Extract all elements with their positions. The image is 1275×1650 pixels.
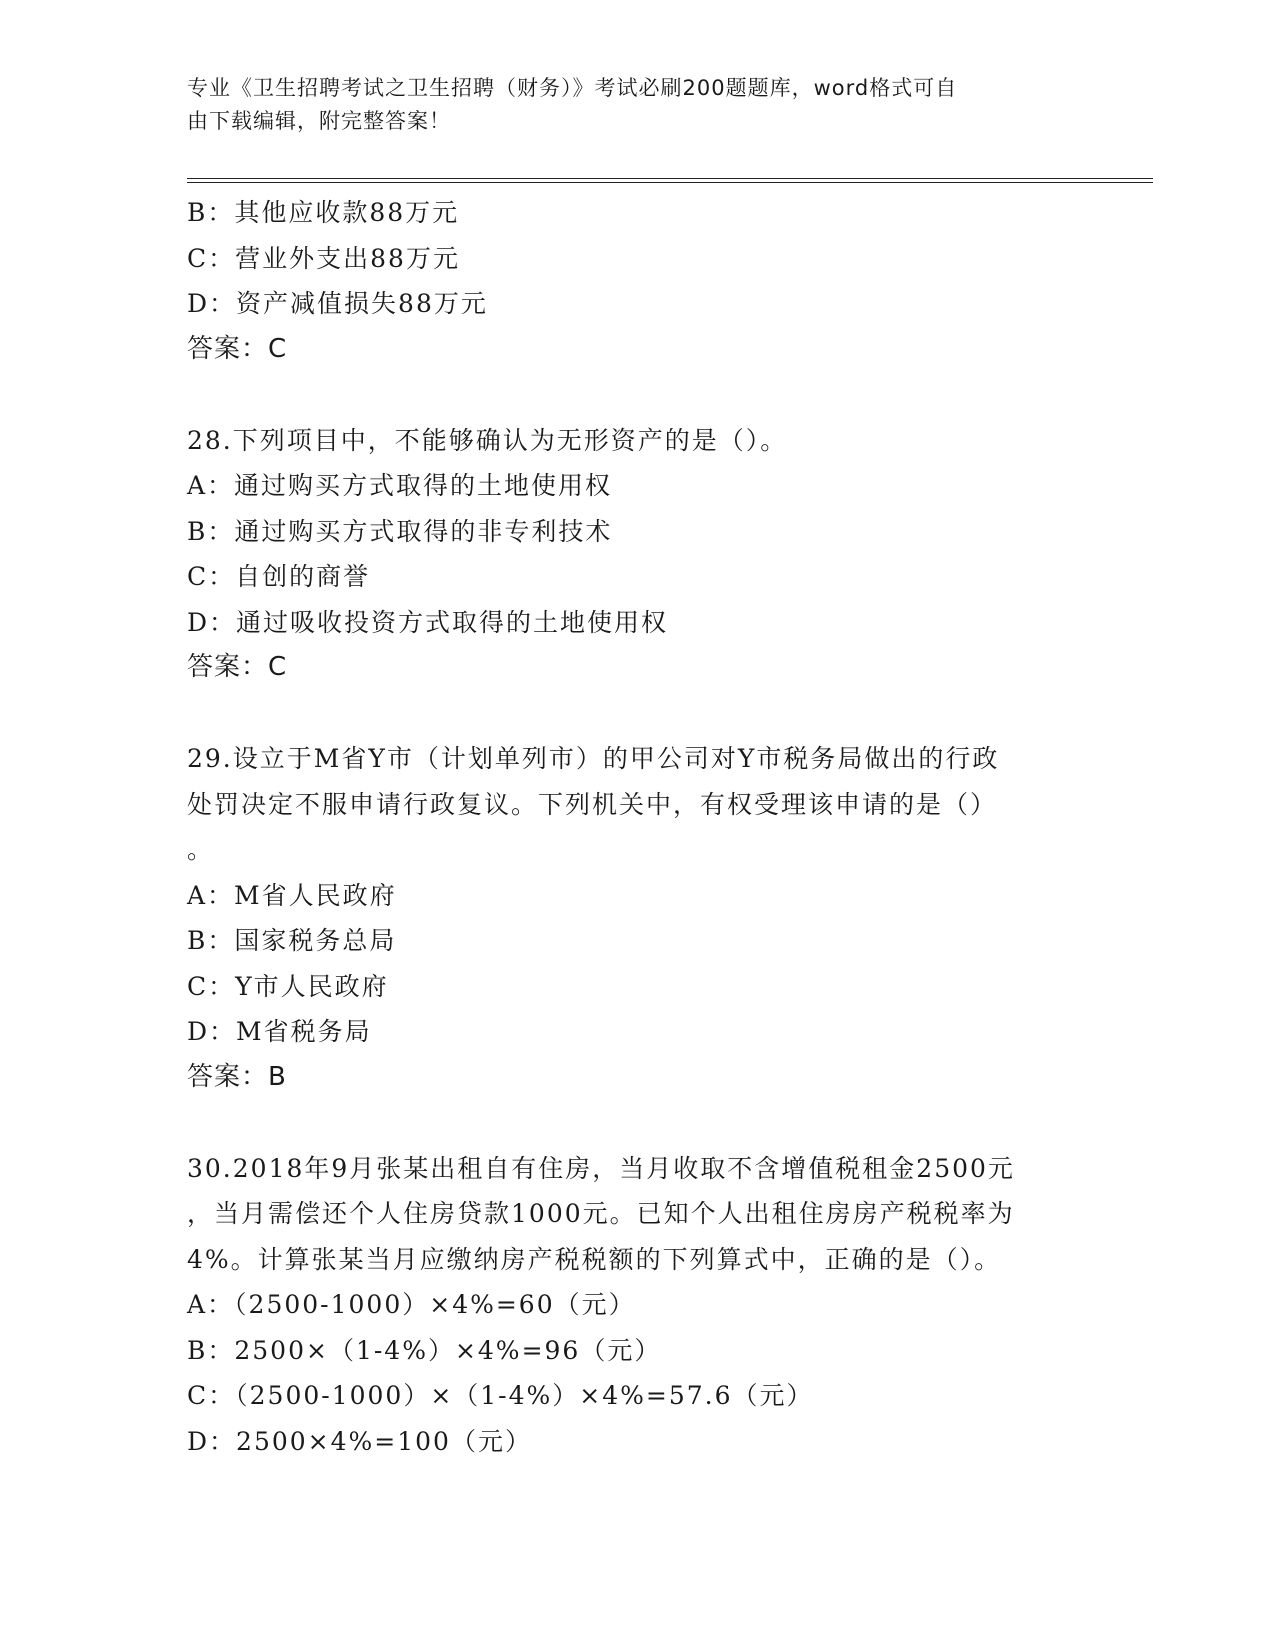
question-28 — [187, 418, 1087, 691]
option-c: C：营业外支出88万元 — [187, 243, 460, 273]
option-a: A：通过购买方式取得的土地使用权 — [187, 471, 613, 500]
option-c: C：Y市人民政府 — [187, 971, 389, 1001]
question-27 — [187, 190, 1087, 372]
option-b: B：国家税务总局 — [187, 926, 397, 955]
header-line-1: 专业《卫生招聘考试之卫生招聘（财务）》考试必刷200题题库，word格式可自 — [187, 76, 958, 100]
option-d: D：资产减值损失88万元 — [187, 289, 488, 318]
option-c: C：自创的商誉 — [187, 562, 371, 591]
option-b: B：2500×（1-4%）×4%=96（元） — [187, 1335, 662, 1365]
question-30 — [187, 1146, 1087, 1465]
option-a: A：M省人民政府 — [187, 880, 397, 910]
answer: 答案：B — [187, 1061, 287, 1092]
document-header — [187, 72, 1067, 138]
question-stem: 28.下列项目中，不能够确认为无形资产的是（）。 — [187, 425, 788, 455]
header-divider-top — [187, 178, 1153, 179]
question-29 — [187, 736, 1087, 1100]
header-line-2: 由下载编辑，附完整答案！ — [187, 109, 451, 133]
question-content — [187, 190, 1087, 1464]
question-stem-line-3: 。 — [187, 835, 213, 864]
spacer — [187, 1100, 1087, 1146]
answer: 答案：C — [187, 652, 288, 682]
option-b: B：通过购买方式取得的非专利技术 — [187, 516, 613, 546]
option-b: B：其他应收款88万元 — [187, 198, 460, 227]
option-d: D：通过吸收投资方式取得的土地使用权 — [187, 607, 669, 637]
question-stem-line-1: 29.设立于M省Y市（计划单列市）的甲公司对Y市税务局做出的行政 — [187, 744, 1000, 773]
option-a: A：（2500-1000）×4%=60（元） — [187, 1290, 636, 1319]
question-stem-line-3: 4%。计算张某当月应缴纳房产税税额的下列算式中，正确的是（）。 — [187, 1244, 1002, 1274]
header-divider-bottom — [187, 182, 1153, 183]
option-c: C：（2500-1000）×（1-4%）×4%=57.6（元） — [187, 1381, 814, 1410]
spacer — [187, 372, 1087, 418]
option-d: D：M省税务局 — [187, 1017, 372, 1046]
spacer — [187, 691, 1087, 737]
question-stem-line-2: ，当月需偿还个人住房贷款1000元。已知个人出租住房房产税税率为 — [187, 1199, 1015, 1228]
answer: 答案：C — [187, 333, 288, 364]
question-stem-line-2: 处罚决定不服申请行政复议。下列机关中，有权受理该申请的是（） — [187, 789, 998, 819]
option-d: D：2500×4%=100（元） — [187, 1426, 532, 1456]
question-stem-line-1: 30.2018年9月张某出租自有住房，当月收取不含增值税租金2500元 — [187, 1153, 1015, 1183]
